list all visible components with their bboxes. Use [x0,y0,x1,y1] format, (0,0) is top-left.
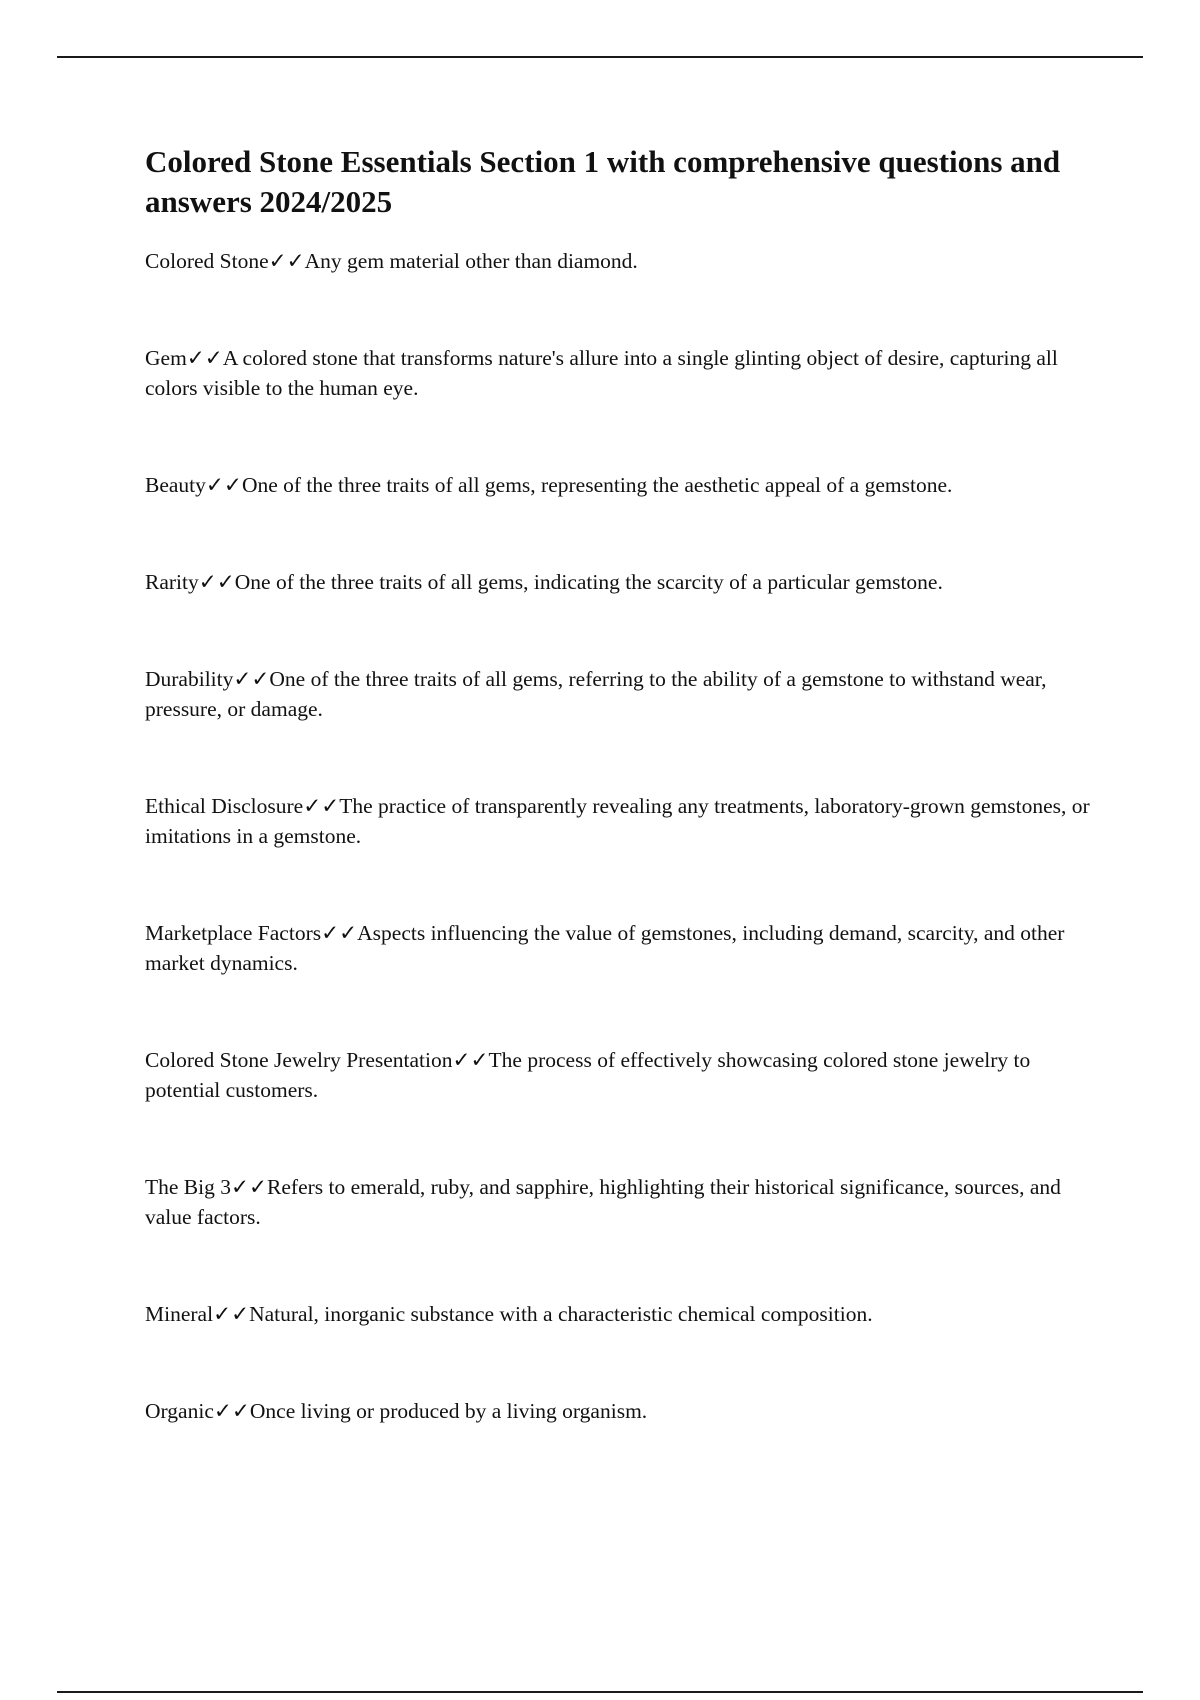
check-mark-icon: ✓✓ [205,473,242,497]
qa-definition: Aspects influencing the value of gemstones, including demand, scarcity, and other market dynamics. [145,921,1065,975]
bottom-rule [57,1691,1143,1693]
check-mark-icon: ✓✓ [303,794,340,818]
check-mark-icon: ✓✓ [268,249,305,273]
qa-definition: One of the three traits of all gems, referring to the ability of a gemstone to withstand wear, pressure, or damage. [145,667,1047,721]
qa-definition: The practice of transparently revealing any treatments, laboratory-grown gemstones, or imitations in a gemstone. [145,794,1090,848]
qa-definition: Once living or produced by a living organism. [249,1399,648,1423]
qa-definition: A colored stone that transforms nature's allure into a single glinting object of desire, capturing all colors visible to the human eye. [145,346,1058,400]
qa-term: Colored Stone Jewelry Presentation [145,1048,453,1072]
check-mark-icon: ✓✓ [198,570,235,594]
qa-definition: One of the three traits of all gems, representing the aesthetic appeal of a gemstone. [241,473,953,497]
qa-item [145,246,1095,276]
qa-definition: The process of effectively showcasing colored stone jewelry to potential customers. [145,1048,1031,1102]
qa-term: Organic [145,1399,214,1423]
check-mark-icon: ✓✓ [231,1175,268,1199]
top-rule [57,56,1143,58]
qa-term: Ethical Disclosure [145,794,304,818]
qa-term: Rarity [145,570,199,594]
qa-definition: Refers to emerald, ruby, and sapphire, highlighting their historical significance, sources, and value factors. [145,1175,1061,1229]
check-mark-icon: ✓✓ [213,1399,250,1423]
qa-item [145,664,1095,724]
qa-list [145,246,1095,1426]
check-mark-icon: ✓✓ [233,667,270,691]
document-title: Colored Stone Essentials Section 1 with comprehensive questions and answers 2024/2025 [145,144,1061,219]
qa-term: Mineral [145,1302,214,1326]
check-mark-icon: ✓✓ [452,1048,489,1072]
qa-term: Beauty [145,473,206,497]
qa-item [145,918,1095,978]
qa-term: Durability [145,667,234,691]
qa-item [145,1396,1095,1426]
qa-definition: Any gem material other than diamond. [304,249,638,273]
qa-item [145,1299,1095,1329]
qa-item [145,470,1095,500]
qa-item [145,1172,1095,1232]
check-mark-icon: ✓✓ [186,346,223,370]
qa-term: Gem [145,346,187,370]
check-mark-icon: ✓✓ [213,1302,250,1326]
qa-item [145,791,1095,851]
qa-item [145,1045,1095,1105]
qa-term: The Big 3 [145,1175,231,1199]
qa-term: Colored Stone [145,249,269,273]
check-mark-icon: ✓✓ [321,921,358,945]
qa-definition: One of the three traits of all gems, indicating the scarcity of a particular gemstone. [234,570,943,594]
qa-definition: Natural, inorganic substance with a characteristic chemical composition. [249,1302,873,1326]
document-body [145,142,1095,1493]
qa-item [145,343,1095,403]
qa-term: Marketplace Factors [145,921,322,945]
qa-item [145,567,1095,597]
